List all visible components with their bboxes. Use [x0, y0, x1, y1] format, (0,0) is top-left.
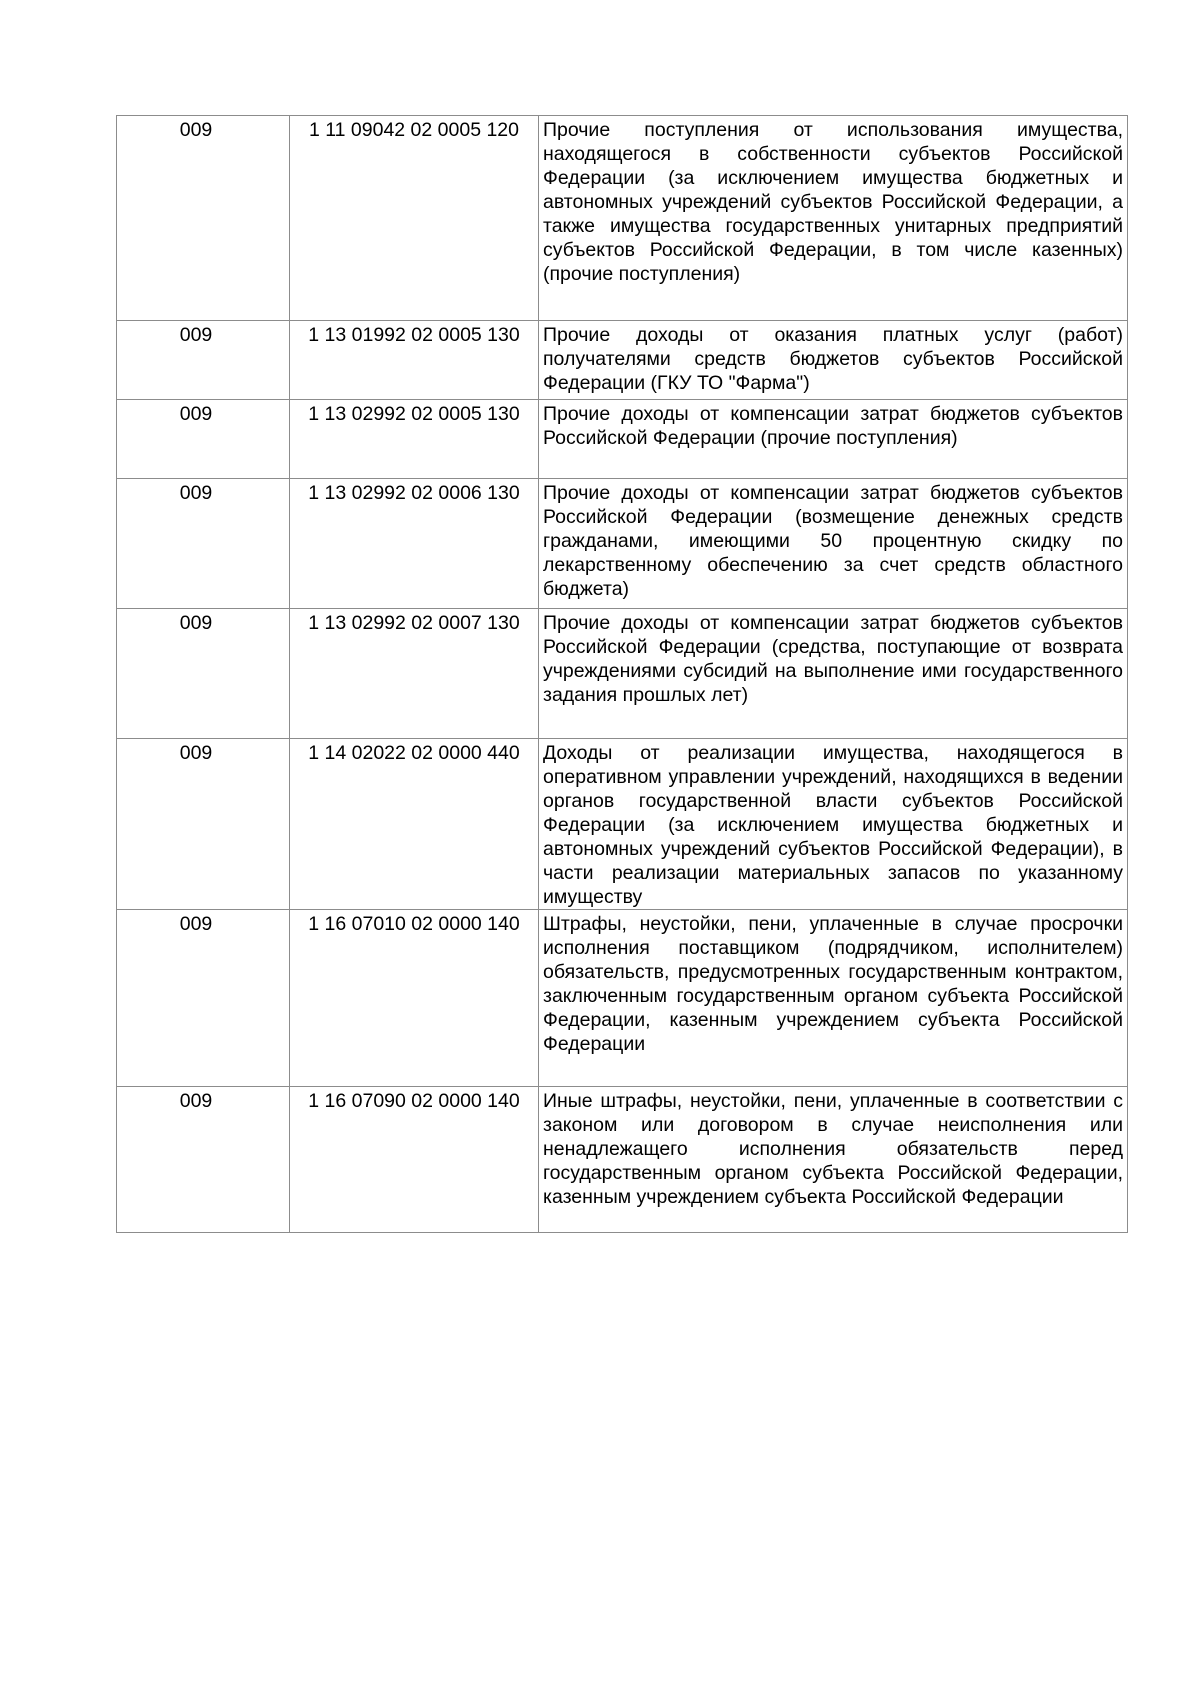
description-cell: Прочие доходы от компенсации затрат бюджетов субъектов Российской Федерации (возмещение денежных средств гражданами, имеющими 50 процентную скидку по лекарственному обеспечению за счет средств областного бюджета) — [539, 479, 1128, 609]
admin-code-cell — [117, 609, 290, 739]
admin-code-cell — [117, 479, 290, 609]
table-row — [117, 479, 1128, 609]
admin-code-cell — [117, 400, 290, 479]
admin-code: 009 — [179, 742, 213, 764]
admin-code-cell — [117, 321, 290, 400]
description-cell: Прочие доходы от компенсации затрат бюджетов субъектов Российской Федерации (средства, поступающие от возврата учреждениями субсидий на выполнение ими государственного задания прошлых лет) — [539, 609, 1128, 739]
table-row — [117, 321, 1128, 400]
admin-code: 009 — [179, 324, 213, 346]
kbk-code-cell: 1 16 07010 02 0000 140 — [290, 910, 539, 1087]
kbk-code-cell: 1 13 02992 02 0007 130 — [290, 609, 539, 739]
admin-code-cell — [117, 910, 290, 1087]
kbk-code-cell: 1 14 02022 02 0000 440 — [290, 739, 539, 910]
admin-code: 009 — [179, 403, 213, 425]
table-row — [117, 910, 1128, 1087]
admin-code-cell — [117, 1087, 290, 1233]
kbk-code-cell: 1 11 09042 02 0005 120 — [290, 116, 539, 321]
kbk-code-cell: 1 13 02992 02 0006 130 — [290, 479, 539, 609]
table-row — [117, 609, 1128, 739]
table-row — [117, 739, 1128, 910]
table-row — [117, 1087, 1128, 1233]
kbk-code-cell: 1 13 02992 02 0005 130 — [290, 400, 539, 479]
description-cell: Доходы от реализации имущества, находящегося в оперативном управлении учреждений, находящихся в ведении органов государственной власти субъектов Российской Федерации (за исключением имущества бюджетных и автономных учреждений субъектов Российской Федерации), в части реализации материальных запасов по указанному имуществу — [539, 739, 1128, 910]
admin-code: 009 — [179, 482, 213, 504]
admin-code: 009 — [179, 119, 213, 141]
description-cell: Иные штрафы, неустойки, пени, уплаченные в соответствии с законом или договором в случае неисполнения или ненадлежащего исполнения обязательств перед государственным органом субъекта Российской Федерации, казенным учреждением субъекта Российской Федерации — [539, 1087, 1128, 1233]
description-cell: Штрафы, неустойки, пени, уплаченные в случае просрочки исполнения поставщиком (подрядчиком, исполнителем) обязательств, предусмотренных государственным контрактом, заключенным государственным органом субъекта Российской Федерации, казенным учреждением субъекта Российской Федерации — [539, 910, 1128, 1087]
description-cell: Прочие доходы от компенсации затрат бюджетов субъектов Российской Федерации (прочие поступления) — [539, 400, 1128, 479]
table-row — [117, 400, 1128, 479]
admin-code: 009 — [179, 913, 213, 935]
kbk-code-cell: 1 16 07090 02 0000 140 — [290, 1087, 539, 1233]
admin-code-cell — [117, 739, 290, 910]
description-cell: Прочие доходы от оказания платных услуг (работ) получателями средств бюджетов субъектов Российской Федерации (ГКУ ТО "Фарма") — [539, 321, 1128, 400]
kbk-code-cell: 1 13 01992 02 0005 130 — [290, 321, 539, 400]
admin-code-cell — [117, 116, 290, 321]
admin-code: 009 — [179, 612, 213, 634]
revenue-codes-table — [116, 115, 1128, 1233]
description-cell: Прочие поступления от использования имущества, находящегося в собственности субъектов Российской Федерации (за исключением имущества бюджетных и автономных учреждений субъектов Российской Федерации, а также имущества государственных унитарных предприятий субъектов Российской Федерации, в том числе казенных) (прочие поступления) — [539, 116, 1128, 321]
table-row — [117, 116, 1128, 321]
admin-code: 009 — [179, 1090, 213, 1112]
